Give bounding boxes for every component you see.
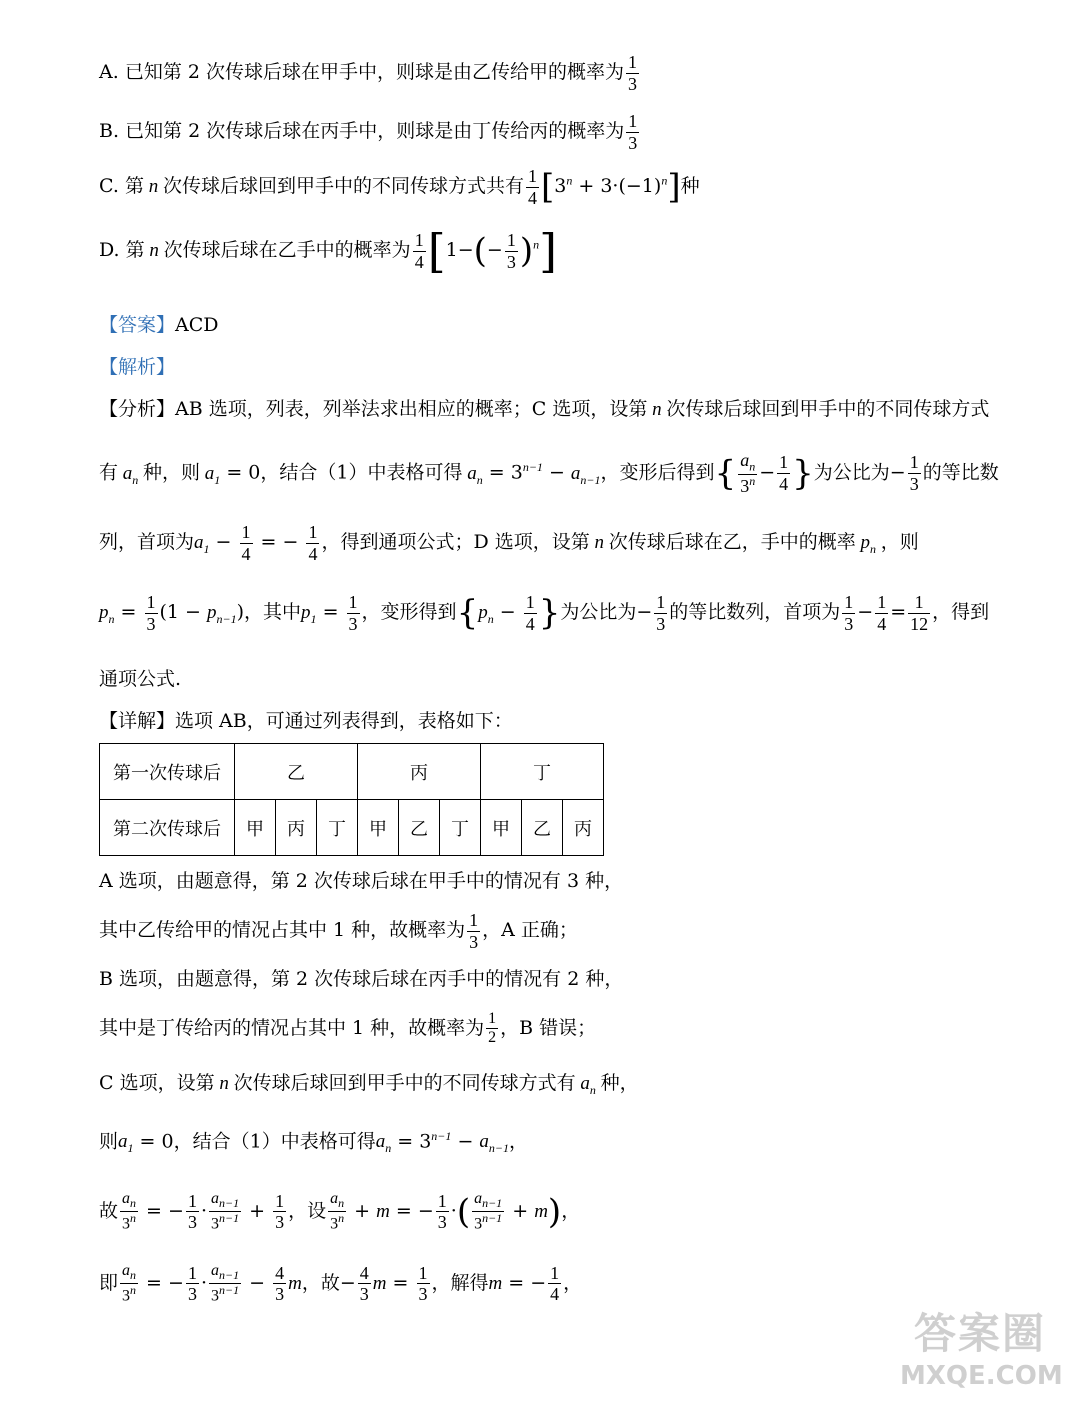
- math-expr: $3^n + 3\cdot(-1)^n$: [554, 173, 668, 198]
- detail-b-1: [99, 970, 623, 989]
- text: 通项公式.: [99, 668, 182, 690]
- math-n: n: [647, 399, 667, 420]
- text: ，结合（1）中表格可得: [173, 1130, 376, 1153]
- text: ，其中: [244, 601, 302, 624]
- option-a-label: A.: [99, 61, 119, 84]
- text: 即: [99, 1271, 119, 1294]
- table-cell: 丁: [440, 800, 481, 856]
- option-c-pre: 第: [124, 175, 144, 198]
- text: ，则: [880, 531, 919, 554]
- table-cell: 乙: [235, 744, 358, 800]
- fraction: $\frac{1}{4}$: [414, 229, 424, 272]
- option-b: [99, 111, 641, 153]
- pass-table: [99, 743, 604, 856]
- text: ，解得: [431, 1271, 489, 1294]
- analysis-heading: [99, 358, 175, 377]
- fenxi-tag: 【分析】: [99, 398, 176, 420]
- detail-c-2: 则$a_1 = 0$，结合（1）中表格可得$a_n = 3^{n-1} - a_{n-1}$，: [99, 1129, 529, 1156]
- table-cell: 乙: [522, 800, 563, 856]
- math-n: n: [143, 176, 163, 198]
- detail-c-3: 故 $\frac{a_n}{3^n}$ = − $\frac{1}{3}$ · $\frac{a_{n-1}}{3^{n-1}}$ + $\frac{1}{3}$ ，设 $\frac{a_n}{3^n}$ + m = − $\frac{1}{3}$ ·( $\frac{a_{n-1}}{3^{n-1}}$ + m)，: [99, 1190, 581, 1233]
- option-d-post: 次传球后球在乙手中的概率为: [163, 239, 411, 261]
- option-c-tail: 种: [680, 175, 700, 198]
- table-cell: 丙: [563, 800, 604, 856]
- text: 其中是丁传给丙的情况占其中 1 种，故概率为: [99, 1016, 485, 1039]
- fenxi-line-1: [99, 400, 989, 419]
- detail-c-1: C 选项，设第 n 次传球后球回到甲手中的不同传球方式有 $a_n$ 种，: [99, 1072, 639, 1097]
- table-cell: 丙: [276, 800, 317, 856]
- text: ，设: [288, 1199, 327, 1222]
- table-cell: 丙: [358, 744, 481, 800]
- table-row: [100, 744, 604, 800]
- table-cell: 甲: [358, 800, 399, 856]
- fenxi-line-3: 列，首项为$a_1$ − $\frac{1}{4}$ = − $\frac{1}{4}$ ，得到通项公式；D 选项，设第 n 次传球后球在乙，手中的概率 $p_n$ ，则: [99, 522, 919, 564]
- table-cell: 丁: [317, 800, 358, 856]
- fenxi-line-2: 有 $a_n$ 种，则 $a_1 = 0$，结合（1）中表格可得 $a_n = 3^{n-1} - a_{n-1}$，变形后得到{ $\frac{a_n}{3^n}$ − $\frac{1}{4}$ }为公比为− $\frac{1}{3}$ 的等比数: [99, 450, 999, 497]
- watermark-line-2: MXQE.COM: [900, 1361, 1063, 1391]
- text: AB 选项，列表，列举法求出相应的概率；C 选项，设第: [175, 398, 648, 420]
- text: 其中乙传给甲的情况占其中 1 种，故概率为: [99, 919, 466, 942]
- detail-b-2: 其中是丁传给丙的情况占其中 1 种，故概率为 $\frac{1}{2}$ ，B 错误；: [99, 1010, 597, 1047]
- math-n: n: [589, 532, 609, 554]
- option-c-post: 次传球后球回到甲手中的不同传球方式共有: [162, 175, 524, 198]
- math: $a_n$: [462, 462, 483, 487]
- text: 为公比为: [560, 601, 637, 624]
- text: ，: [509, 1130, 529, 1153]
- detail-a-1: [99, 872, 623, 891]
- answer-value: ACD: [175, 314, 219, 336]
- option-c-label: C.: [99, 175, 119, 198]
- text: 的等比数: [922, 461, 999, 484]
- text: ，变形得到: [361, 601, 457, 624]
- math: $a_n$: [118, 462, 139, 487]
- math: $p_n$: [99, 602, 115, 626]
- math: $a_1$: [194, 532, 210, 556]
- text: 种，: [600, 1072, 639, 1094]
- watermark-line-1: 答案圈: [913, 1309, 1046, 1358]
- math: $a_1$: [200, 462, 221, 487]
- fraction: $\frac{1}{3}$: [628, 111, 638, 153]
- text: 为公比为: [813, 461, 890, 484]
- fenxi-line-5: [99, 670, 181, 689]
- option-c: C. 第 n 次传球后球回到甲手中的不同传球方式共有 $\frac{1}{4}$ $[3^n + 3\cdot(-1)^n]$种: [99, 166, 700, 208]
- text: ，B 错误；: [500, 1016, 597, 1039]
- text: ，得到通项公式；D 选项，设第: [321, 531, 590, 554]
- text: ，结合（1）中表格可得: [260, 461, 463, 484]
- answer-tag: 【答案】: [99, 314, 176, 336]
- table-cell: 甲: [235, 800, 276, 856]
- text: ，A 正确；: [482, 919, 578, 942]
- table-cell: 丁: [481, 744, 604, 800]
- text: 则: [99, 1130, 119, 1153]
- option-b-label: B.: [99, 120, 120, 143]
- text: 列，首项为: [99, 531, 195, 554]
- text: 的等比数列，首项为: [669, 601, 841, 624]
- table-row: [100, 800, 604, 856]
- text: ，: [561, 1199, 581, 1222]
- watermark-logo: [900, 1301, 1063, 1401]
- detail-tag: 【详解】: [99, 710, 176, 732]
- table-header-cell: 第一次传球后: [100, 744, 235, 800]
- detail-c-4: 即 $\frac{a_n}{3^n}$ = − $\frac{1}{3}$ · $\frac{a_{n-1}}{3^{n-1}}$ − $\frac{4}{3}$ m，故− $\frac{4}{3}$ m = $\frac{1}{3}$ ，解得m = − $\frac{1}{4}$ ，: [99, 1262, 583, 1305]
- option-a: [99, 52, 641, 94]
- text: ，变形后得到: [600, 461, 715, 484]
- fraction: $\frac{1}{4}$: [527, 166, 537, 208]
- text: 故: [99, 1199, 119, 1222]
- text: A 选项，由题意得，第 2 次传球后球在甲手中的情况有 3 种，: [99, 870, 624, 892]
- table-cell: 甲: [481, 800, 522, 856]
- text: ，故: [301, 1271, 340, 1294]
- text: ，: [563, 1271, 583, 1294]
- table-header-cell: 第二次传球后: [100, 800, 235, 856]
- option-a-text: 已知第 2 次传球后球在甲手中，则球是由乙传给甲的概率为: [124, 61, 624, 84]
- option-b-text: 已知第 2 次传球后球在丙手中，则球是由丁传给丙的概率为: [125, 120, 625, 143]
- fraction: $\frac{1}{3}$: [627, 52, 637, 94]
- text: 次传球后球回到甲手中的不同传球方式: [666, 398, 990, 420]
- math-expr: 1−(− $\frac{1}{3}$ )$^n$: [445, 229, 540, 272]
- fenxi-line-4: $p_n$ = $\frac{1}{3}$ $(1 - p_{n-1})$，其中$p_1$ = $\frac{1}{3}$ ，变形得到{$p_n$ − $\frac{1}{4}$ }为公比为− $\frac{1}{3}$ 的等比数列，首项为 $\frac{1}{3}$ − $\frac{1}{4}$ = $\frac{1}{12}$ ，得到: [99, 592, 990, 634]
- text: 选项 AB，可通过列表得到，表格如下：: [175, 710, 513, 732]
- text: C 选项，设第: [99, 1072, 215, 1094]
- text: 次传球后球回到甲手中的不同传球方式有: [233, 1072, 576, 1094]
- text: 有: [99, 461, 119, 484]
- text: 次传球后球在乙，手中的概率: [608, 531, 856, 554]
- detail-intro: [99, 712, 513, 731]
- text: ，得到: [932, 601, 990, 624]
- option-d: D. 第 n 次传球后球在乙手中的概率为 $\frac{1}{4}$ [1−(− $\frac{1}{3}$ )$^n$]: [99, 224, 558, 278]
- math: $p_1$: [301, 602, 317, 626]
- math-n: n: [144, 240, 164, 261]
- option-d-pre: 第: [125, 239, 145, 261]
- text: 种，则: [143, 461, 201, 484]
- detail-a-2: 其中乙传给甲的情况占其中 1 种，故概率为 $\frac{1}{3}$ ，A 正确；: [99, 910, 578, 952]
- answer-line: [99, 316, 219, 335]
- analysis-tag: 【解析】: [99, 356, 176, 378]
- math: $p_n$: [855, 532, 877, 556]
- table-cell: 乙: [399, 800, 440, 856]
- text: B 选项，由题意得，第 2 次传球后球在丙手中的情况有 2 种，: [99, 968, 624, 990]
- option-d-label: D.: [99, 239, 120, 261]
